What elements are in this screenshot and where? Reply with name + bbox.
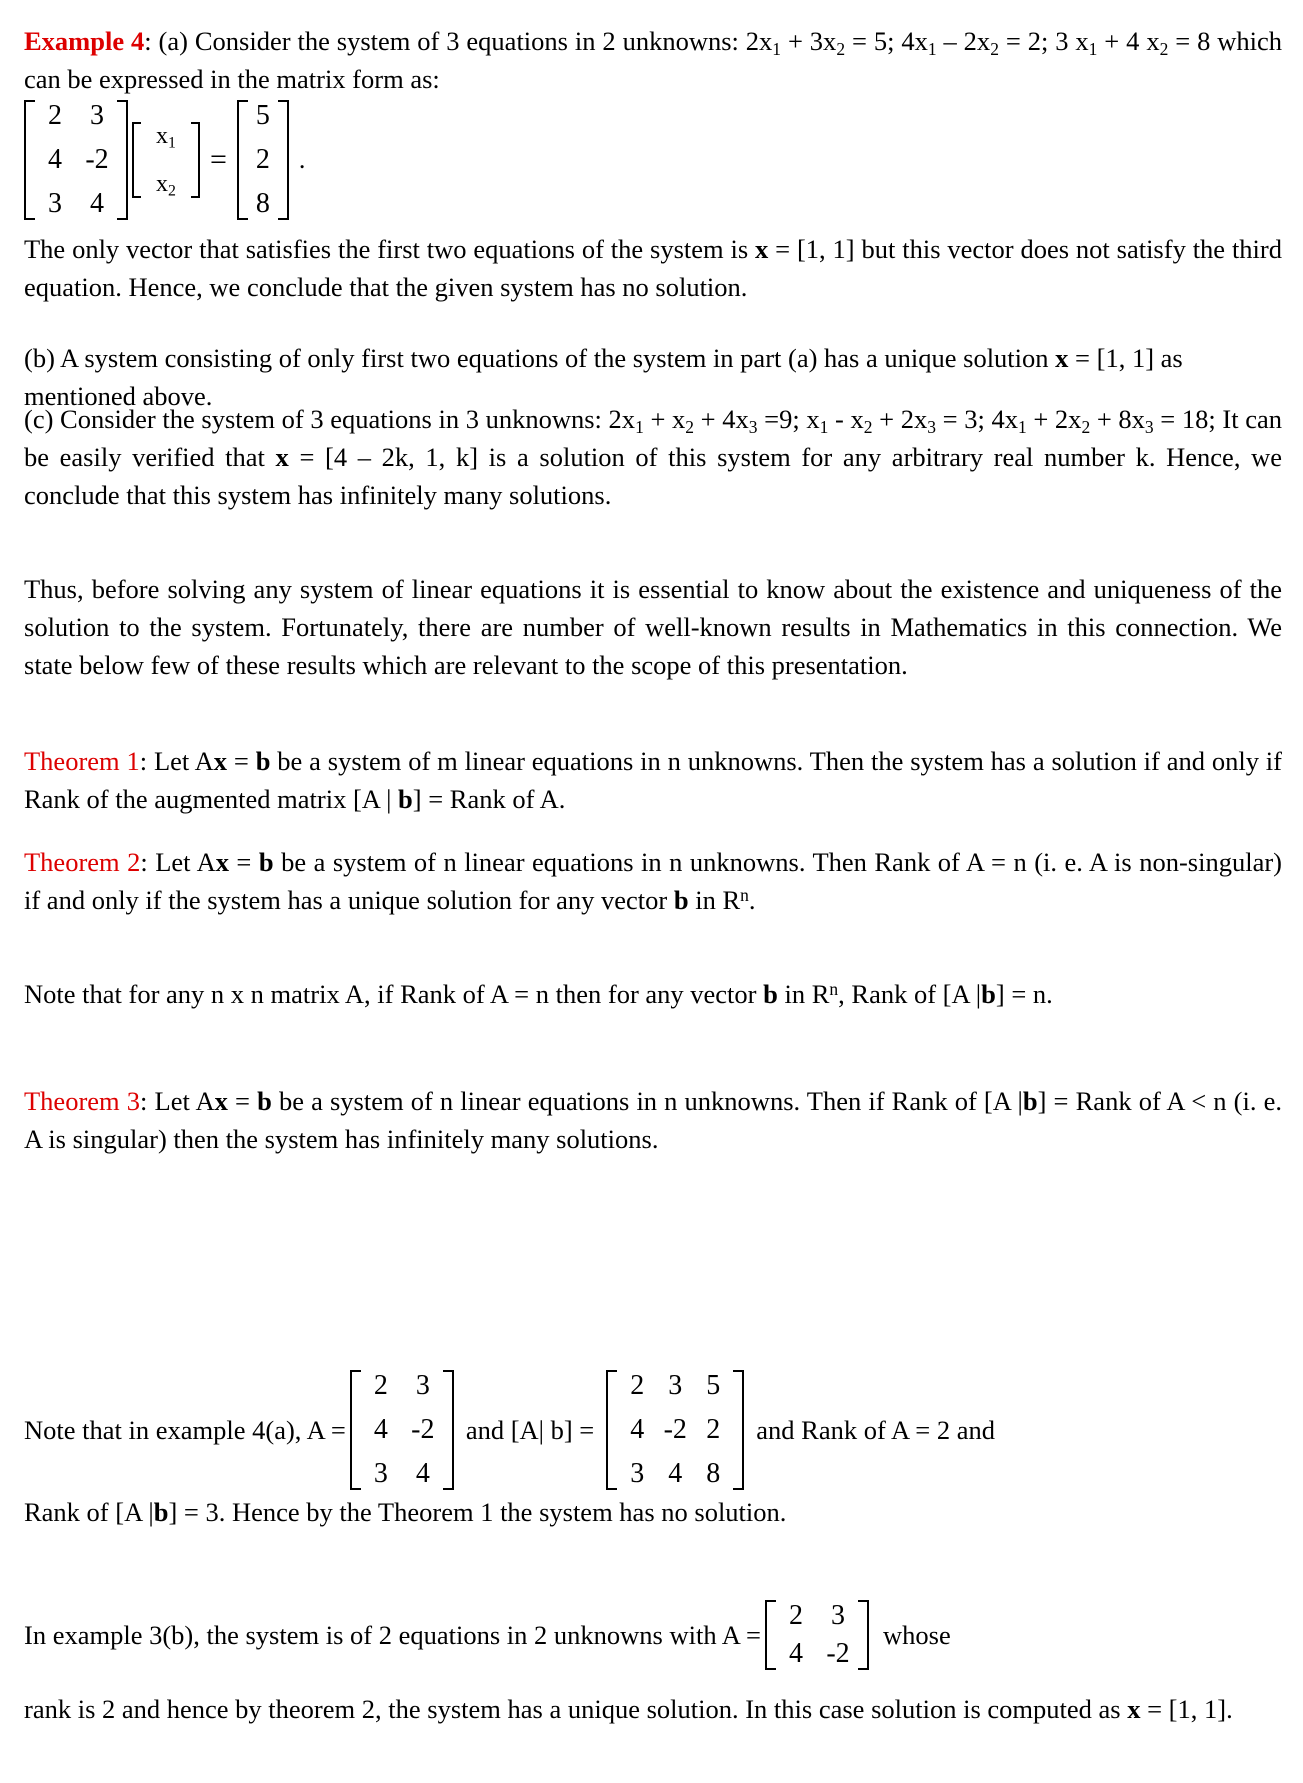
matrix-cell: 4	[415, 1458, 430, 1489]
matrix-row	[251, 146, 275, 174]
example-4-intro-p5: = 2; 3 x	[998, 26, 1089, 56]
example-4-intro-p2: + 3x	[781, 26, 837, 56]
matrix-row	[144, 171, 188, 200]
sub-2: 2	[836, 38, 846, 59]
bracket-right	[443, 1370, 454, 1490]
superscript-n: n	[829, 979, 839, 1000]
bold-b: b	[398, 784, 413, 814]
example-4-intro-p1: : (a) Consider the system of 3 equations in 2 unknowns: 2x	[144, 26, 773, 56]
matrix-cell: 3	[90, 100, 104, 131]
bold-x: x	[214, 1086, 228, 1116]
example-3b-followup: rank is 2 and hence by theorem 2, the system has a unique solution. In this case solution is computed as x = [1, 1].	[24, 1694, 1233, 1724]
bracket-left	[765, 1600, 776, 1670]
bracket-right	[191, 122, 200, 198]
matrix-cell: 3	[630, 1458, 645, 1489]
matrix-cell: 2	[255, 144, 270, 175]
matrix-cell: 4	[373, 1414, 388, 1445]
matrix-cell: 3	[668, 1370, 683, 1401]
matrix-cell: 5	[706, 1370, 721, 1401]
bracket-right	[117, 100, 128, 220]
matrix-A-note	[350, 1370, 454, 1490]
vector-x	[132, 122, 200, 198]
bracket-left	[132, 122, 141, 198]
theorem-2: Theorem 2: Let Ax = b be a system of n linear equations in n unknowns. Then Rank of A = n (i. e. A is non-singular) if and only if the system has a unique solution for any vector b in $R^n$.	[24, 847, 1282, 915]
matrix-A-3b	[765, 1600, 869, 1670]
example-3b-lead: In example 3(b), the system is of 2 equations in 2 unknowns with A =	[24, 1619, 761, 1650]
bracket-left	[606, 1370, 617, 1490]
bracket-right	[858, 1600, 869, 1670]
bold-b: b	[258, 847, 274, 877]
trailing-period: .	[298, 145, 306, 174]
bold-b: b	[257, 1086, 272, 1116]
matrix-row	[620, 1372, 730, 1400]
equals-sign: =	[210, 143, 227, 176]
matrix-cell: 2	[706, 1414, 721, 1445]
bold-b: b	[673, 885, 689, 915]
bold-x: x	[275, 442, 289, 472]
matrix-cell: 3	[831, 1600, 845, 1631]
sub-6: 2	[1159, 38, 1169, 59]
superscript-n: n	[740, 885, 749, 906]
para-p1: The only vector that satisfies the first two equations of the system is	[24, 234, 756, 264]
matrix-row	[364, 1372, 440, 1400]
bold-b: b	[255, 746, 271, 776]
matrix-row	[779, 1602, 855, 1630]
example-4-heading: Example 4	[24, 26, 145, 56]
rank-followup-line: Rank of [A |b] = 3. Hence by the Theorem 1 the system has no solution.	[24, 1497, 787, 1527]
matrix-row	[779, 1640, 855, 1668]
example-4-intro-p6: + 4 x	[1097, 26, 1160, 56]
matrix-cell: 4	[90, 188, 104, 219]
matrix-cell: 4	[789, 1638, 803, 1669]
matrix-cell: 8	[255, 188, 270, 219]
para-p2: = [1, 1] but this vector does not satisfy the third equation. Hence, we conclude that the given system has no solution.	[24, 234, 1282, 302]
note-4a-lead: Note that in example 4(a), A =	[24, 1414, 346, 1445]
bold-x: x	[1127, 1694, 1141, 1724]
matrix-cell: 4	[668, 1458, 683, 1489]
matrix-cell: -2	[826, 1638, 850, 1669]
part-b-p2: = [1, 1] as mentioned above.	[24, 343, 1183, 411]
matrix-cell: 4	[48, 144, 62, 175]
bold-b: b	[153, 1497, 169, 1527]
bracket-left	[237, 100, 248, 220]
matrix-Ab-note	[606, 1370, 744, 1490]
bracket-right	[733, 1370, 744, 1490]
theorem-3-heading: Theorem 3	[24, 1086, 141, 1116]
matrix-equation	[24, 100, 305, 220]
bracket-right	[278, 100, 289, 220]
matrix-cell: 8	[706, 1458, 721, 1489]
bold-x: x	[1055, 343, 1069, 373]
bracket-left	[24, 100, 35, 220]
note-rank-paragraph: Note that for any n x n matrix A, if Rank of A = n then for any vector b in $R^n$, Rank of [A |b] = n.	[24, 979, 1053, 1009]
theorem-1: Theorem 1: Let Ax = b be a system of m linear equations in n unknowns. Then the system has a solution if and only if Rank of the augmented matrix [A | b] = Rank of A.	[24, 746, 1282, 814]
matrix-cell: $x_1$	[156, 123, 176, 152]
theorem-3: Theorem 3: Let Ax = b be a system of n linear equations in n unknowns. Then if Rank of [A |b] = Rank of A < n (i. e. A is singular) then the system has infinitely many solutions.	[24, 1086, 1282, 1154]
bold-b: b	[763, 979, 778, 1009]
matrix-cell: -2	[85, 144, 109, 175]
part-c-paragraph: (c) Consider the system of 3 equations in 3 unknowns: $2x_1 + x_2 + 4x_3 =9$; $x_1 - x_2 + 2x_3 = 3$; $4x_1 + 2x_2 + 8x_3 = 18$; It can be easily verified that x = [4 – 2k, 1, k] is a solution of this system for any arbitrary real number k. Hence, we conclude that this system has infinitely many solutions.	[24, 404, 1283, 510]
example-4-intro-p7: = 8 which can be expressed in the matrix form as:	[24, 26, 1282, 94]
matrix-cell: 3	[415, 1370, 430, 1401]
matrix-row	[364, 1460, 440, 1488]
bold-x: x	[755, 234, 769, 264]
note-example-4a-row	[24, 1370, 1292, 1490]
matrix-row	[144, 123, 188, 152]
matrix-cell: 4	[630, 1414, 645, 1445]
note-4a-tail: and Rank of A = 2 and	[756, 1414, 995, 1445]
matrix-cell: 2	[789, 1600, 803, 1631]
matrix-cell: 2	[630, 1370, 645, 1401]
example-4-intro-p3: = 5; 4x	[845, 26, 928, 56]
matrix-row	[38, 190, 114, 218]
sub-5: 1	[1088, 38, 1098, 59]
bold-x: x	[213, 746, 228, 776]
matrix-cell: -2	[663, 1414, 687, 1445]
matrix-row	[364, 1416, 440, 1444]
matrix-cell: 2	[373, 1370, 388, 1401]
part-c-p1: (c) Consider the system of 3 equations in 3 unknowns: 2x	[24, 404, 636, 434]
bold-x: x	[215, 847, 229, 877]
sub-1: 1	[772, 38, 782, 59]
example-4-intro	[24, 22, 1282, 98]
vector-b	[237, 100, 289, 220]
matrix-row	[38, 146, 114, 174]
part-b-p1: (b) A system consisting of only first two equations of the system in part (a) has a unique solution	[24, 343, 1056, 373]
matrix-cell: 2	[48, 100, 62, 131]
sub-3: 1	[927, 38, 937, 59]
matrix-row	[620, 1460, 730, 1488]
example-3b-row	[24, 1600, 1292, 1670]
matrix-cell: -2	[411, 1414, 435, 1445]
theorem-1-heading: Theorem 1	[24, 746, 140, 776]
paragraph-after-matrix	[24, 230, 1282, 306]
note-4a-mid: and [A| b] =	[465, 1414, 595, 1445]
matrix-cell: 3	[48, 188, 62, 219]
bold-b: b	[1022, 1086, 1038, 1116]
matrix-cell: $x_2$	[156, 171, 176, 200]
thus-paragraph: Thus, before solving any system of linear equations it is essential to know about the existence and uniqueness of the solution to the system. Fortunately, there are number of well-known results in Mathematics in this connection. We state below few of these results which are relevant to the scope of this presentation.	[24, 574, 1282, 680]
matrix-row	[251, 102, 275, 130]
example-4-intro-p4: – 2x	[936, 26, 991, 56]
matrix-cell: 5	[255, 100, 270, 131]
bold-b: b	[981, 979, 996, 1009]
example-3b-tail: whose	[883, 1619, 951, 1650]
matrix-row	[620, 1416, 730, 1444]
matrix-cell: 3	[373, 1458, 388, 1489]
bracket-left	[350, 1370, 361, 1490]
matrix-A	[24, 100, 128, 220]
sub-4: 2	[990, 38, 999, 59]
matrix-row	[251, 190, 275, 218]
theorem-2-heading: Theorem 2	[24, 847, 141, 877]
matrix-row	[38, 102, 114, 130]
